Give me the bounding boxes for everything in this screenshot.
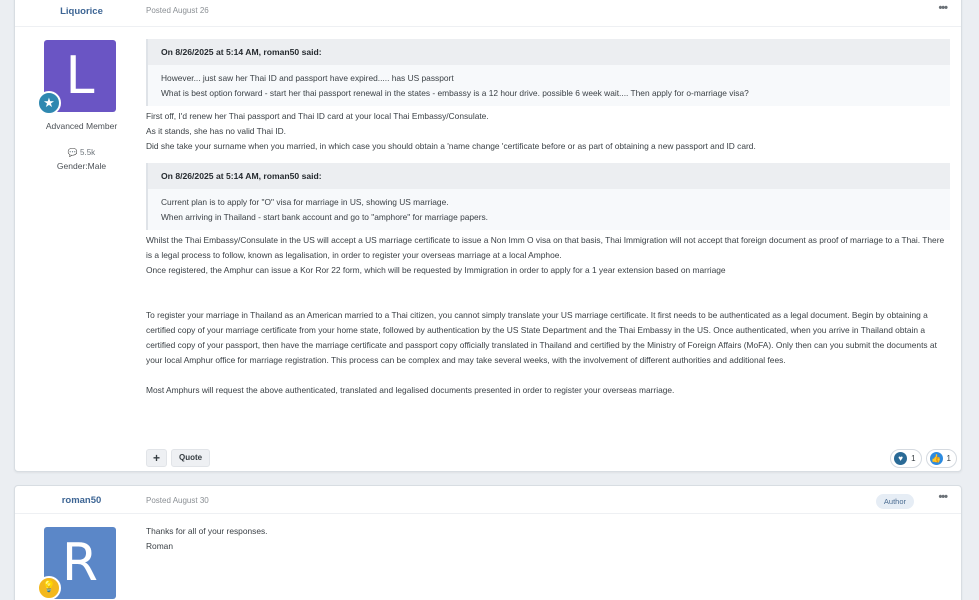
quote-body bbox=[148, 189, 950, 230]
author-name-link[interactable]: roman50 bbox=[61, 495, 102, 506]
heart-icon: ♥ bbox=[894, 452, 907, 465]
post-date[interactable]: Posted August 26 bbox=[146, 6, 209, 15]
reactions-bar bbox=[890, 449, 957, 468]
like-icon: 👍 bbox=[931, 454, 942, 463]
quote-button[interactable]: Quote bbox=[171, 449, 210, 467]
forum-post bbox=[14, 0, 962, 472]
quote-citation[interactable]: On 8/26/2025 at 5:14 AM, roman50 said: bbox=[148, 39, 950, 65]
body-line: Thanks for all of your responses. bbox=[146, 526, 268, 536]
quote-block bbox=[146, 39, 950, 106]
post-content bbox=[146, 524, 951, 554]
reply-line: As it stands, she has no valid Thai ID. bbox=[146, 126, 286, 136]
quote-body bbox=[148, 65, 950, 106]
star-rank-icon: ★ bbox=[37, 91, 61, 115]
post-header bbox=[15, 1, 961, 27]
reply-paragraph: Most Amphurs will request the above authenticated, translated and legalised documents presented in order to register your overseas marriage. bbox=[146, 385, 675, 395]
quote-block bbox=[146, 163, 950, 230]
member-title: Advanced Member bbox=[45, 121, 118, 131]
post-actions bbox=[146, 449, 210, 467]
reaction-count: 1 bbox=[946, 454, 951, 463]
quote-line: What is best option forward - start her thai passport renewal in the states - embassy is a 12 hour drive. possible 6 week wait.... Then apply for o-marriage visa? bbox=[161, 88, 749, 98]
heart-reaction[interactable] bbox=[890, 449, 921, 468]
more-options-icon[interactable]: ••• bbox=[938, 2, 947, 14]
reply-line: Did she take your surname when you married, in which case you should obtain a 'name change 'certificate before or as part of obtaining a new passport and ID card. bbox=[146, 141, 756, 151]
comment-icon: 💬 bbox=[67, 148, 78, 157]
quote-line: Current plan is to apply for "O" visa for marriage in US, showing US marriage. bbox=[161, 197, 449, 207]
lightbulb-rank-icon: 💡 bbox=[37, 576, 61, 600]
quote-citation[interactable]: On 8/26/2025 at 5:14 AM, roman50 said: bbox=[148, 163, 950, 189]
reputation-count: 💬 5.5k bbox=[67, 148, 96, 157]
quote-line: However... just saw her Thai ID and passport have expired..... has US passport bbox=[161, 73, 454, 83]
reply-line: First off, I'd renew her Thai passport and Thai ID card at your local Thai Embassy/Consulate. bbox=[146, 111, 489, 121]
post-content bbox=[146, 39, 951, 398]
multiquote-button[interactable]: + bbox=[146, 449, 167, 467]
forum-post bbox=[14, 485, 962, 600]
reply-paragraph: To register your marriage in Thailand as an American married to a Thai citizen, you cannot simply translate your US marriage certificate. It first needs to be authenticated as a legal document. Begin by obtaining a certified copy of your marriage certificate from your home state, followed by authentication by the US State Department and the Thai Embassy in the US. Once authenticated, when you arrive in Thailand obtain a certified copy of your passport, then have the marriage certificate and passport copy officially translated in Thailand and certified by the Ministry of Foreign Affairs (MoFA). Only then can you submit the documents at your local Amphur office for marriage registration. This process can be complex and may take several weeks, with the involvement of different authorities and additional fees. bbox=[146, 310, 937, 365]
avatar[interactable]: R bbox=[44, 527, 116, 599]
quote-line: When arriving in Thailand - start bank account and go to "amphore" for marriage papers. bbox=[161, 212, 489, 222]
author-badge: Author bbox=[876, 494, 914, 509]
post-header bbox=[15, 486, 961, 514]
post-date[interactable]: Posted August 30 bbox=[146, 496, 209, 505]
reply-paragraph: Once registered, the Amphur can issue a Kor Ror 22 form, which will be requested by Immigration in order to apply for a 1 year extension based on marriage bbox=[146, 265, 726, 275]
reaction-count: 1 bbox=[911, 454, 916, 463]
gender-field: Gender:Male bbox=[56, 161, 107, 171]
like-reaction[interactable] bbox=[926, 449, 957, 468]
author-name-link[interactable]: Liquorice bbox=[60, 6, 103, 17]
reply-paragraph: Whilst the Thai Embassy/Consulate in the US will accept a US marriage certificate to issue a Non Imm O visa on that basis, Thai Immigration will not accept that foreign document as proof of marriage to a Thai. There is a legal process to follow, known as legalisation, in order to register your overseas marriage at a local Amphoe. bbox=[146, 235, 945, 260]
avatar[interactable]: L bbox=[44, 40, 116, 112]
more-options-icon[interactable]: ••• bbox=[938, 491, 947, 503]
body-line: Roman bbox=[146, 541, 173, 551]
